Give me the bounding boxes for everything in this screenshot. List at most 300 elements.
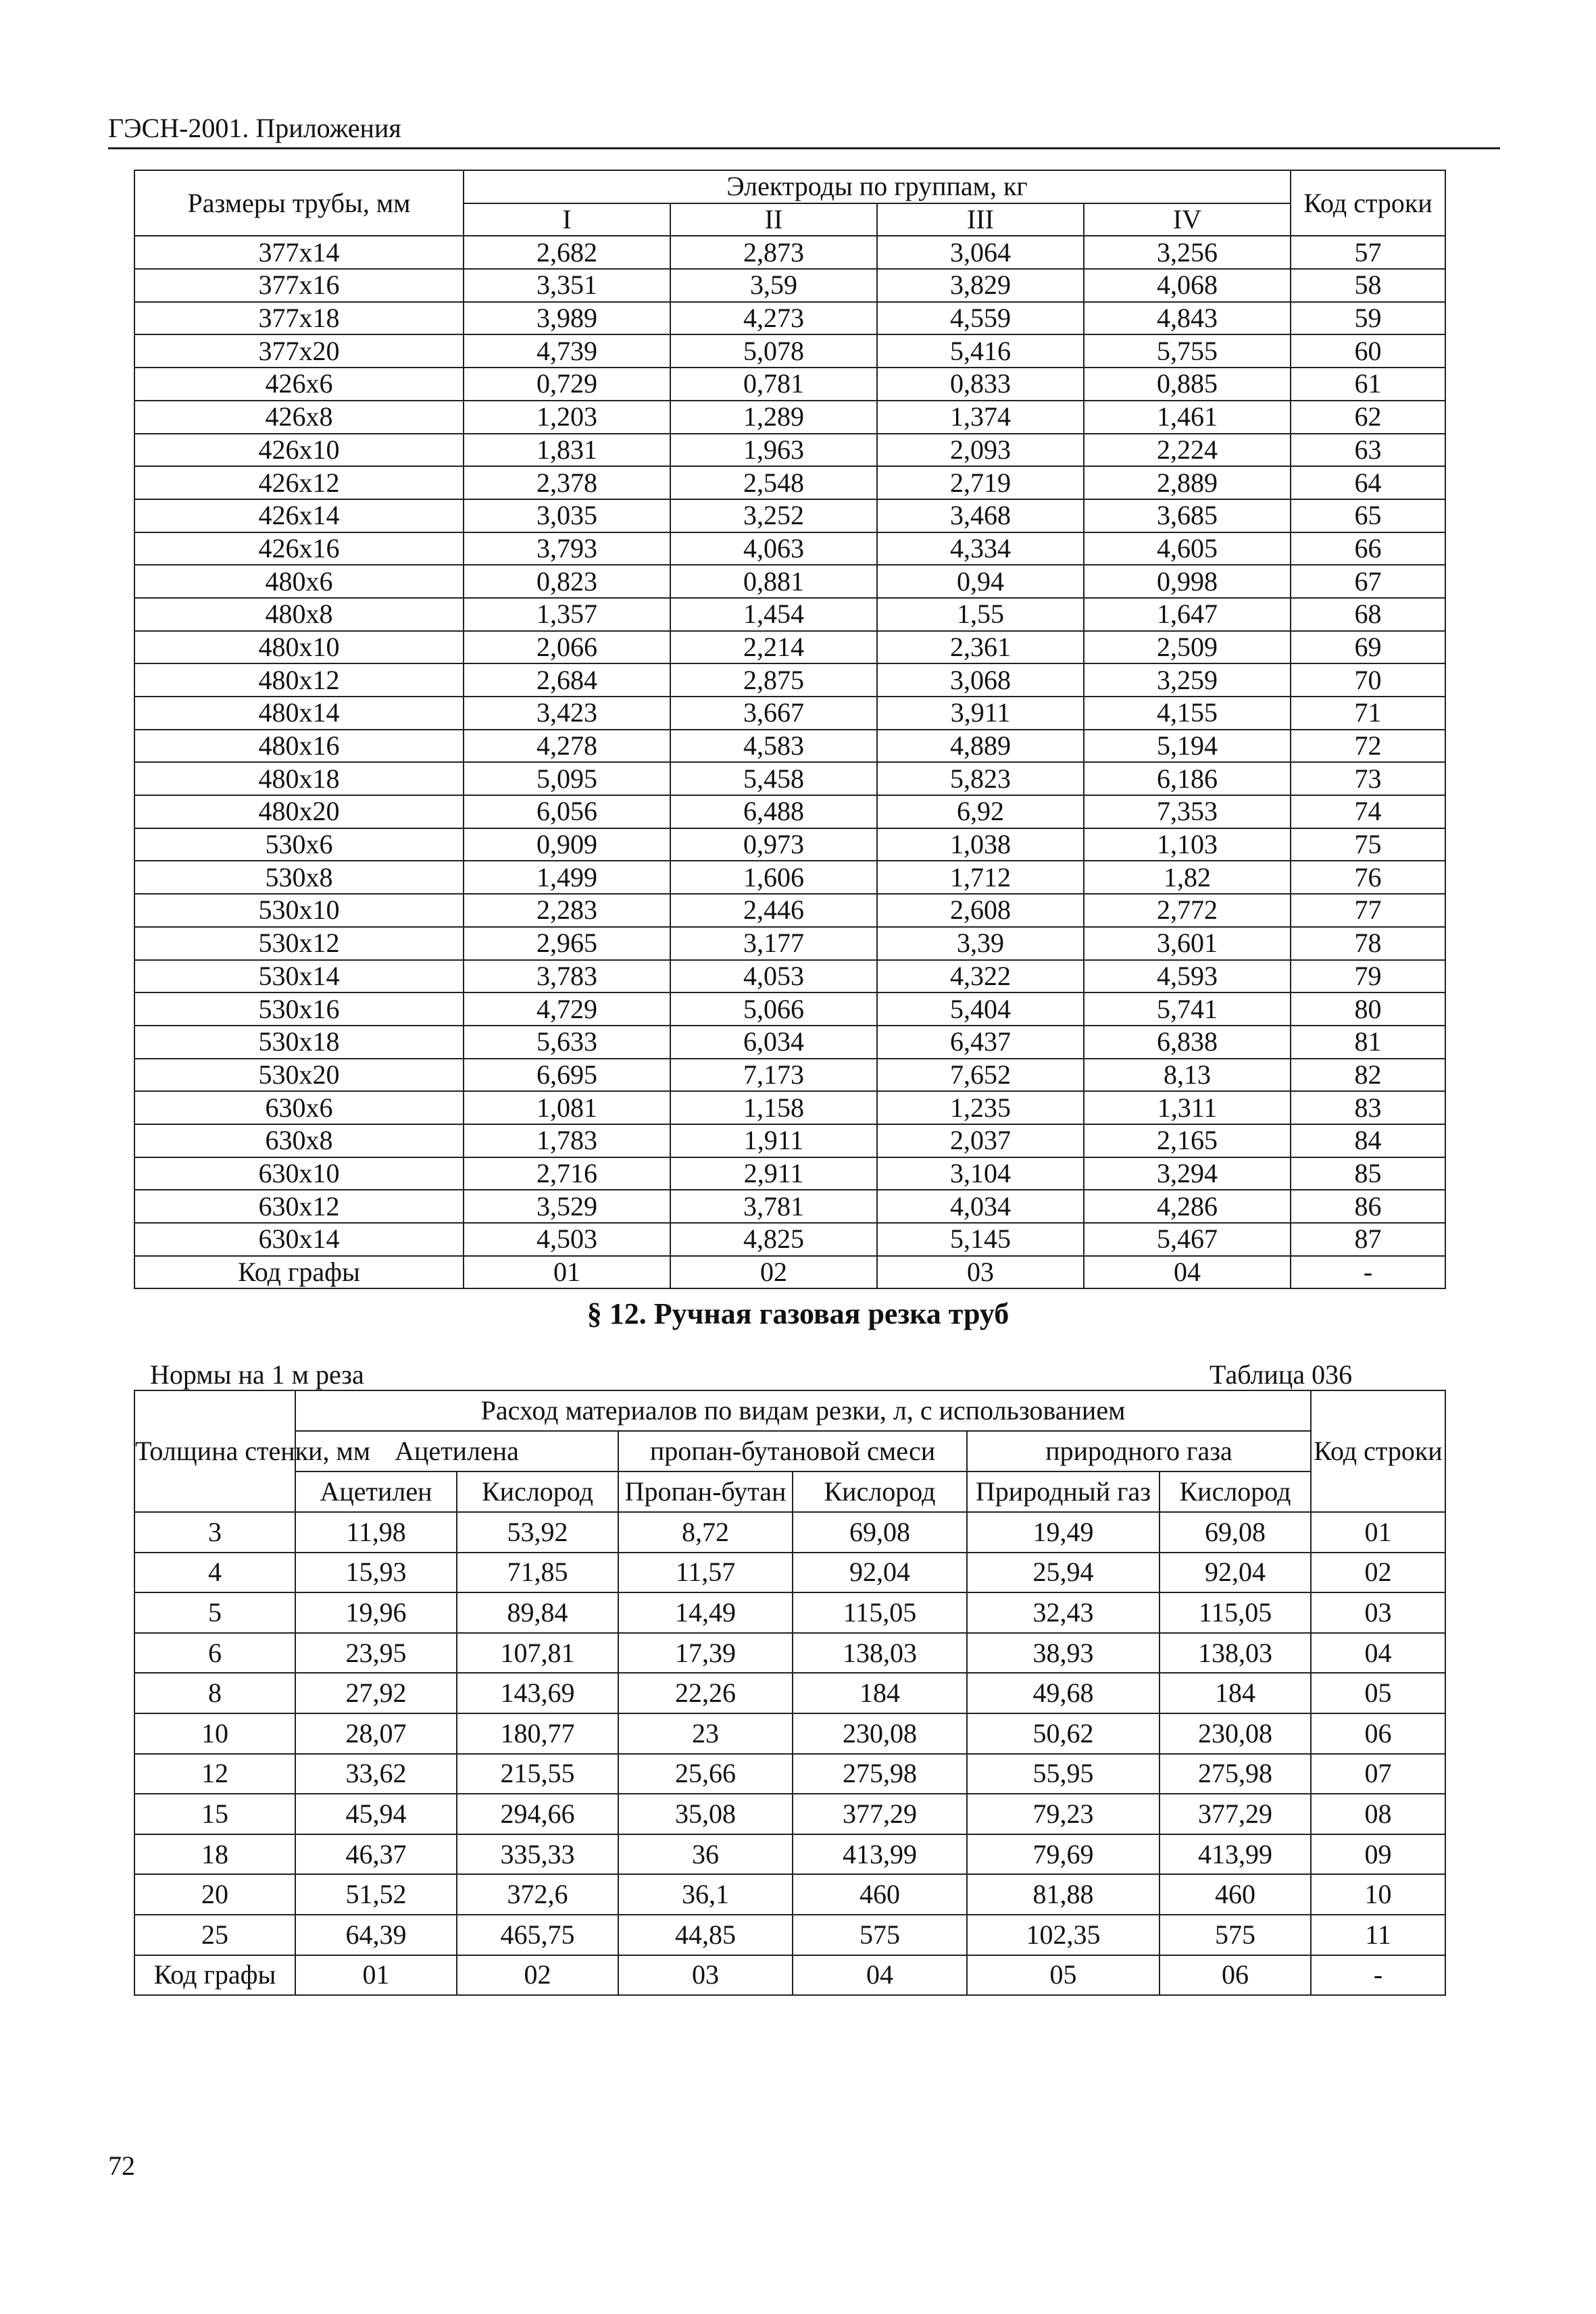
table-cell: 72	[1291, 730, 1445, 763]
table-cell: 3	[134, 1512, 295, 1553]
table-cell: 4,273	[670, 302, 877, 335]
column-code-cell: 03	[618, 1955, 793, 1996]
table-cell: 2,608	[877, 894, 1084, 927]
header-propane-butane-group: пропан-бутановой смеси	[618, 1431, 967, 1472]
table-cell: 04	[1311, 1633, 1445, 1674]
table-cell: 84	[1291, 1124, 1445, 1157]
table-cell: 5	[134, 1592, 295, 1633]
table-cell: 6,695	[464, 1059, 670, 1092]
table-cell: 3,423	[464, 697, 670, 730]
table-cell: 5,095	[464, 762, 670, 795]
table-row	[134, 499, 1445, 532]
table-cell: 465,75	[457, 1915, 618, 1955]
table-cell: 49,68	[967, 1673, 1159, 1713]
table-cell: 5,194	[1084, 730, 1291, 763]
table-cell: 17,39	[618, 1633, 793, 1674]
column-code-label: Код графы	[134, 1256, 464, 1289]
table-cell: 3,035	[464, 499, 670, 532]
table-cell: 3,294	[1084, 1157, 1291, 1190]
table-cell: 71,85	[457, 1553, 618, 1593]
table-cell: 4,034	[877, 1190, 1084, 1223]
table-cell: 38,93	[967, 1633, 1159, 1674]
table-cell: 28,07	[295, 1713, 457, 1754]
table-cell: 426x6	[134, 368, 464, 401]
table-cell: 2,911	[670, 1157, 877, 1190]
header-group-1: I	[464, 203, 670, 236]
header-oxygen: Кислород	[1159, 1472, 1311, 1512]
table-cell: 25,66	[618, 1754, 793, 1794]
table-row	[134, 368, 1445, 401]
table-cell: 426x16	[134, 532, 464, 565]
table-row	[134, 1553, 1445, 1593]
table-cell: 2,165	[1084, 1124, 1291, 1157]
table-cell: 5,467	[1084, 1223, 1291, 1256]
table-cell: 4,889	[877, 730, 1084, 763]
section-heading: § 12. Ручная газовая резка труб	[587, 1297, 1009, 1330]
table-cell: 03	[1311, 1592, 1445, 1633]
table-cell: 4,334	[877, 532, 1084, 565]
table-row	[134, 1124, 1445, 1157]
table-row	[134, 795, 1445, 828]
table-cell: 630x8	[134, 1124, 464, 1157]
table-cell: 530x10	[134, 894, 464, 927]
table-cell: 1,963	[670, 434, 877, 467]
table-cell: 426x8	[134, 401, 464, 434]
table-row	[134, 466, 1445, 499]
table-cell: 1,038	[877, 828, 1084, 861]
table-cell: 0,998	[1084, 565, 1291, 598]
column-code-cell: 01	[295, 1955, 457, 1996]
table-cell: 2,873	[670, 236, 877, 269]
table-cell: 3,351	[464, 269, 670, 302]
table-cell: 08	[1311, 1794, 1445, 1834]
table-row	[134, 1190, 1445, 1223]
table-cell: 3,783	[464, 960, 670, 993]
table-cell: 1,103	[1084, 828, 1291, 861]
table-cell: 19,49	[967, 1512, 1159, 1553]
table-row	[134, 631, 1445, 664]
table-cell: 530x18	[134, 1026, 464, 1059]
table-cell: 480x12	[134, 663, 464, 697]
table-cell: 4,605	[1084, 532, 1291, 565]
table-cell: 5,755	[1084, 334, 1291, 368]
table-cell: 530x8	[134, 861, 464, 894]
table-cell: 7,353	[1084, 795, 1291, 828]
column-code-label: Код графы	[134, 1955, 295, 1996]
table-cell: 64,39	[295, 1915, 457, 1955]
header-natural-gas: Природный газ	[967, 1472, 1159, 1512]
table-cell: 0,881	[670, 565, 877, 598]
table-cell: 480x18	[134, 762, 464, 795]
table-cell: 1,454	[670, 598, 877, 631]
table-cell: 630x14	[134, 1223, 464, 1256]
header-electrode-groups: Электроды по группам, кг	[464, 170, 1291, 203]
table-cell: 1,374	[877, 401, 1084, 434]
table-cell: 8,13	[1084, 1059, 1291, 1092]
table-cell: 3,685	[1084, 499, 1291, 532]
column-code-cell: 02	[670, 1256, 877, 1289]
table-cell: 2,361	[877, 631, 1084, 664]
table-cell: 69,08	[793, 1512, 967, 1553]
table-cell: 0,781	[670, 368, 877, 401]
table-cell: 62	[1291, 401, 1445, 434]
table-cell: 2,509	[1084, 631, 1291, 664]
table-cell: 294,66	[457, 1794, 618, 1834]
table-cell: 36	[618, 1834, 793, 1875]
table-cell: 0,94	[877, 565, 1084, 598]
header-acetylene: Ацетилен	[295, 1472, 457, 1512]
table-cell: 23	[618, 1713, 793, 1754]
table-cell: 79	[1291, 960, 1445, 993]
table-cell: 5,458	[670, 762, 877, 795]
table-cell: 11,57	[618, 1553, 793, 1593]
table-cell: 86	[1291, 1190, 1445, 1223]
table-cell: 32,43	[967, 1592, 1159, 1633]
table-cell: 275,98	[1159, 1754, 1311, 1794]
table-cell: 230,08	[1159, 1713, 1311, 1754]
table-cell: 4,286	[1084, 1190, 1291, 1223]
table-cell: 78	[1291, 927, 1445, 960]
table-cell: 6,056	[464, 795, 670, 828]
header-group-3: III	[877, 203, 1084, 236]
table-cell: 1,82	[1084, 861, 1291, 894]
table-cell: 02	[1311, 1553, 1445, 1593]
table-cell: 3,064	[877, 236, 1084, 269]
table-cell: 460	[1159, 1874, 1311, 1915]
table-cell: 1,158	[670, 1091, 877, 1124]
table-cell: 4,729	[464, 992, 670, 1026]
table-cell: 6,034	[670, 1026, 877, 1059]
table-cell: 2,093	[877, 434, 1084, 467]
table-cell: 377x18	[134, 302, 464, 335]
page-number: 72	[108, 2150, 135, 2181]
table-cell: 426x10	[134, 434, 464, 467]
table-cell: 3,468	[877, 499, 1084, 532]
column-code-cell: -	[1291, 1256, 1445, 1289]
table-cell: 530x12	[134, 927, 464, 960]
table-cell: 4,559	[877, 302, 1084, 335]
table-cell: 3,59	[670, 269, 877, 302]
table-row	[134, 598, 1445, 631]
table-row	[134, 1026, 1445, 1059]
table-cell: 1,203	[464, 401, 670, 434]
table-cell: 530x6	[134, 828, 464, 861]
table-cell: 5,416	[877, 334, 1084, 368]
column-code-cell: 04	[1084, 1256, 1291, 1289]
table-cell: 76	[1291, 861, 1445, 894]
table-cell: 5,633	[464, 1026, 670, 1059]
table-row	[134, 1091, 1445, 1124]
table-row	[134, 762, 1445, 795]
table-cell: 480x10	[134, 631, 464, 664]
table-row	[134, 1673, 1445, 1713]
table-cell: 4,503	[464, 1223, 670, 1256]
table-cell: 6,92	[877, 795, 1084, 828]
table-cell: 4,825	[670, 1223, 877, 1256]
table-cell: 2,037	[877, 1124, 1084, 1157]
header-row-code: Код строки	[1311, 1390, 1445, 1512]
table-cell: 15,93	[295, 1553, 457, 1593]
table-number: Таблица 036	[1210, 1359, 1353, 1390]
table-cell: 3,252	[670, 499, 877, 532]
column-code-cell: 01	[464, 1256, 670, 1289]
table-cell: 2,716	[464, 1157, 670, 1190]
header-natural-gas-group: природного газа	[967, 1431, 1311, 1472]
table-cell: 33,62	[295, 1754, 457, 1794]
table-row	[134, 960, 1445, 993]
table-cell: 57	[1291, 236, 1445, 269]
table-cell: 1,499	[464, 861, 670, 894]
table-cell: 6,437	[877, 1026, 1084, 1059]
table-cell: 2,066	[464, 631, 670, 664]
table-cell: 92,04	[793, 1553, 967, 1593]
table-cell: 09	[1311, 1834, 1445, 1875]
table-cell: 68	[1291, 598, 1445, 631]
table-cell: 3,256	[1084, 236, 1291, 269]
table-cell: 79,69	[967, 1834, 1159, 1875]
table-cell: 2,214	[670, 631, 877, 664]
table-cell: 70	[1291, 663, 1445, 697]
table-cell: 07	[1311, 1754, 1445, 1794]
table-cell: 58	[1291, 269, 1445, 302]
table-cell: 5,741	[1084, 992, 1291, 1026]
table-cell: 138,03	[793, 1633, 967, 1674]
table-cell: 377x20	[134, 334, 464, 368]
table-cell: 46,37	[295, 1834, 457, 1875]
table-cell: 0,833	[877, 368, 1084, 401]
table-cell: 1,831	[464, 434, 670, 467]
table-cell: 74	[1291, 795, 1445, 828]
table-cell: 18	[134, 1834, 295, 1875]
table-cell: 82	[1291, 1059, 1445, 1092]
table-row	[134, 1592, 1445, 1633]
table-row	[134, 663, 1445, 697]
table-row	[134, 927, 1445, 960]
table-cell: 0,885	[1084, 368, 1291, 401]
table-cell: 180,77	[457, 1713, 618, 1754]
table-cell: 3,068	[877, 663, 1084, 697]
table-cell: 7,173	[670, 1059, 877, 1092]
header-pipe-size: Размеры трубы, мм	[134, 170, 464, 236]
table-cell: 8	[134, 1673, 295, 1713]
table-cell: 0,729	[464, 368, 670, 401]
column-code-cell: 02	[457, 1955, 618, 1996]
table-row	[134, 1713, 1445, 1754]
table-cell: 36,1	[618, 1874, 793, 1915]
table-cell: 630x6	[134, 1091, 464, 1124]
table-cell: 25,94	[967, 1553, 1159, 1593]
gas-cutting-table	[134, 1390, 1446, 1996]
table-cell: 53,92	[457, 1512, 618, 1553]
table-cell: 115,05	[793, 1592, 967, 1633]
table-cell: 83	[1291, 1091, 1445, 1124]
table-cell: 87	[1291, 1223, 1445, 1256]
table-cell: 1,311	[1084, 1091, 1291, 1124]
table-row	[134, 565, 1445, 598]
table-cell: 19,96	[295, 1592, 457, 1633]
table-cell: 335,33	[457, 1834, 618, 1875]
table-cell: 630x10	[134, 1157, 464, 1190]
table-cell: 51,52	[295, 1874, 457, 1915]
table-cell: 480x20	[134, 795, 464, 828]
table-cell: 06	[1311, 1713, 1445, 1754]
table-cell: 413,99	[1159, 1834, 1311, 1875]
table-cell: 102,35	[967, 1915, 1159, 1955]
table-cell: 480x8	[134, 598, 464, 631]
table-cell: 5,066	[670, 992, 877, 1026]
table-cell: 138,03	[1159, 1633, 1311, 1674]
table-cell: 3,829	[877, 269, 1084, 302]
table-cell: 7,652	[877, 1059, 1084, 1092]
table-cell: 4,739	[464, 334, 670, 368]
table-cell: 1,911	[670, 1124, 877, 1157]
table-cell: 4,155	[1084, 697, 1291, 730]
table-cell: 215,55	[457, 1754, 618, 1794]
table-cell: 1,783	[464, 1124, 670, 1157]
table-cell: 6,488	[670, 795, 877, 828]
table-cell: 01	[1311, 1512, 1445, 1553]
table-cell: 0,909	[464, 828, 670, 861]
table-cell: 3,911	[877, 697, 1084, 730]
column-code-row	[134, 1955, 1445, 1996]
table-cell: 377x14	[134, 236, 464, 269]
table-row	[134, 434, 1445, 467]
table-cell: 2,772	[1084, 894, 1291, 927]
table-cell: 3,39	[877, 927, 1084, 960]
table-cell: 4,593	[1084, 960, 1291, 993]
table-cell: 66	[1291, 532, 1445, 565]
table-cell: 20	[134, 1874, 295, 1915]
table-cell: 2,224	[1084, 434, 1291, 467]
table-row	[134, 1059, 1445, 1092]
table-cell: 1,357	[464, 598, 670, 631]
header-wall-thickness: Толщина стенки, мм	[134, 1390, 295, 1512]
table-cell: 530x20	[134, 1059, 464, 1092]
table-cell: 44,85	[618, 1915, 793, 1955]
table-cell: 4,583	[670, 730, 877, 763]
table-cell: 2,965	[464, 927, 670, 960]
table-cell: 1,606	[670, 861, 877, 894]
table-cell: 530x16	[134, 992, 464, 1026]
table-cell: 530x14	[134, 960, 464, 993]
table-cell: 80	[1291, 992, 1445, 1026]
table-row	[134, 1915, 1445, 1955]
table-cell: 426x14	[134, 499, 464, 532]
table-cell: 1,647	[1084, 598, 1291, 631]
table-cell: 5,078	[670, 334, 877, 368]
table-cell: 4,068	[1084, 269, 1291, 302]
table-cell: 3,177	[670, 927, 877, 960]
table-cell: 77	[1291, 894, 1445, 927]
table-cell: 4,053	[670, 960, 877, 993]
table-cell: 575	[793, 1915, 967, 1955]
table-cell: 4	[134, 1553, 295, 1593]
table-cell: 71	[1291, 697, 1445, 730]
table-cell: 275,98	[793, 1754, 967, 1794]
header-group-2: II	[670, 203, 877, 236]
table-row	[134, 302, 1445, 335]
table-cell: 61	[1291, 368, 1445, 401]
table-cell: 65	[1291, 499, 1445, 532]
table-row	[134, 1794, 1445, 1834]
table-row	[134, 1512, 1445, 1553]
table-cell: 377,29	[1159, 1794, 1311, 1834]
running-header: ГЭСН-2001. Приложения	[108, 112, 1500, 149]
table-cell: 8,72	[618, 1512, 793, 1553]
norms-caption: Нормы на 1 м реза	[150, 1359, 364, 1390]
table-cell: 27,92	[295, 1673, 457, 1713]
header-acetylene-group: Ацетилена	[295, 1431, 618, 1472]
table-cell: 630x12	[134, 1190, 464, 1223]
table-cell: 89,84	[457, 1592, 618, 1633]
table-cell: 2,446	[670, 894, 877, 927]
table-row	[134, 1223, 1445, 1256]
header-row-code: Код строки	[1291, 170, 1445, 236]
table-cell: 5,404	[877, 992, 1084, 1026]
table-cell: 69	[1291, 631, 1445, 664]
table-cell: 81	[1291, 1026, 1445, 1059]
table-cell: 4,063	[670, 532, 877, 565]
table-cell: 63	[1291, 434, 1445, 467]
header-propane-butane: Пропан-бутан	[618, 1472, 793, 1512]
table-row	[134, 828, 1445, 861]
table-cell: 2,889	[1084, 466, 1291, 499]
table-row	[134, 532, 1445, 565]
table-cell: 50,62	[967, 1713, 1159, 1754]
column-code-cell: 04	[793, 1955, 967, 1996]
table-row	[134, 894, 1445, 927]
table-cell: 2,682	[464, 236, 670, 269]
header-group-4: IV	[1084, 203, 1291, 236]
table-cell: 426x12	[134, 466, 464, 499]
table-row	[134, 334, 1445, 368]
table-cell: 59	[1291, 302, 1445, 335]
table-cell: 3,793	[464, 532, 670, 565]
column-code-cell: -	[1311, 1955, 1445, 1996]
table-cell: 5,823	[877, 762, 1084, 795]
table-cell: 377,29	[793, 1794, 967, 1834]
table-cell: 377x16	[134, 269, 464, 302]
table-cell: 11,98	[295, 1512, 457, 1553]
table-cell: 92,04	[1159, 1553, 1311, 1593]
table-cell: 2,684	[464, 663, 670, 697]
table-cell: 64	[1291, 466, 1445, 499]
table-cell: 4,843	[1084, 302, 1291, 335]
table-cell: 81,88	[967, 1874, 1159, 1915]
table-cell: 79,23	[967, 1794, 1159, 1834]
table-cell: 6,186	[1084, 762, 1291, 795]
table-cell: 2,719	[877, 466, 1084, 499]
table-row	[134, 1157, 1445, 1190]
table-cell: 1,081	[464, 1091, 670, 1124]
table-row	[134, 697, 1445, 730]
table-cell: 1,55	[877, 598, 1084, 631]
table-cell: 11	[1311, 1915, 1445, 1955]
column-code-cell: 03	[877, 1256, 1084, 1289]
table-cell: 115,05	[1159, 1592, 1311, 1633]
table-cell: 15	[134, 1794, 295, 1834]
table-cell: 1,235	[877, 1091, 1084, 1124]
table-cell: 0,823	[464, 565, 670, 598]
table-cell: 3,259	[1084, 663, 1291, 697]
column-code-cell: 05	[967, 1955, 1159, 1996]
header-oxygen: Кислород	[457, 1472, 618, 1512]
table-cell: 6	[134, 1633, 295, 1674]
table-cell: 1,712	[877, 861, 1084, 894]
table-row	[134, 236, 1445, 269]
table-cell: 4,278	[464, 730, 670, 763]
table-cell: 480x16	[134, 730, 464, 763]
